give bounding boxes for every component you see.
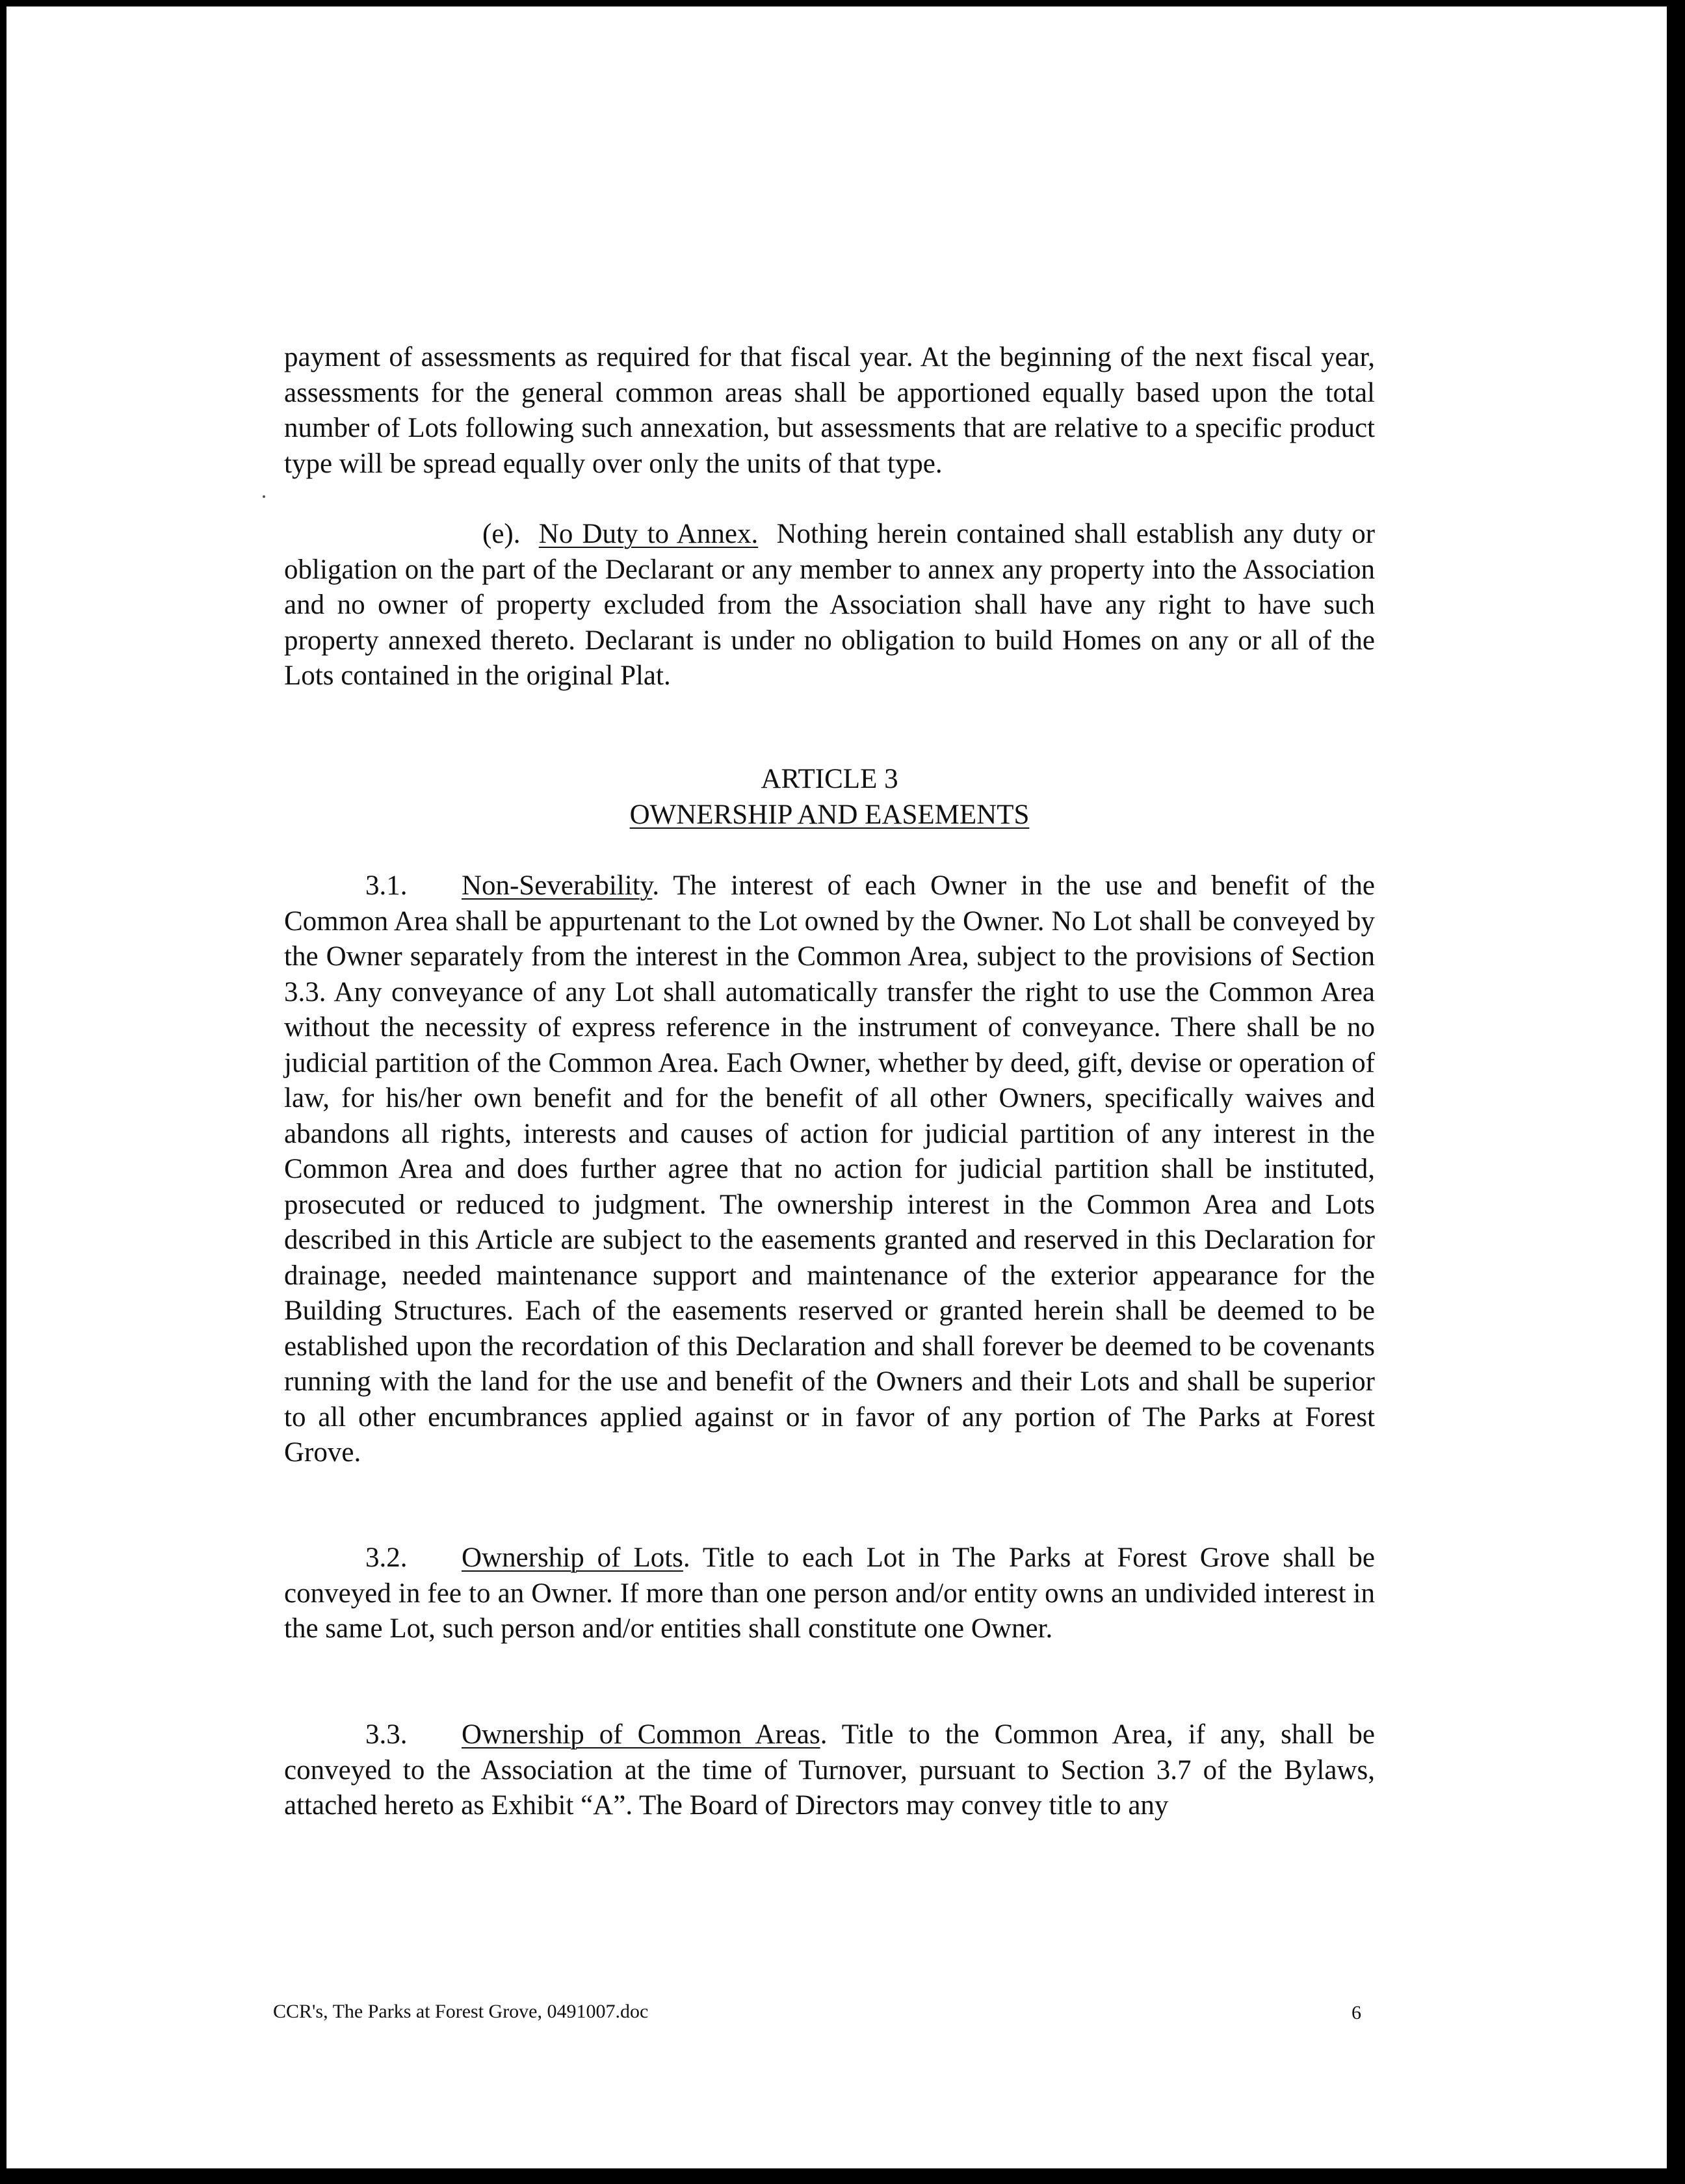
section-3-1-text: . The interest of each Owner in the use and benefit of the Common Area shall be appurtenant to the Lot owned by the Owner. No Lot shall be conveyed by the Owner separately from the interest in the Common Area, subject to the provisions of Section 3.3. Any conveyance of any Lot shall automatically transfer the right to use the Common Area without the necessity of express reference in the instrument of conveyance. There shall be no judicial partition of the Common Area. Each Owner, whether by deed, gift, devise or operation of law, for his/her own benefit and for the benefit of all other Owners, specifically waives and abandons all rights, interests and causes of action for judicial partition of any interest in the Common Area and does further agree that no action for judicial partition shall be instituted, prosecuted or reduced to judgment. The ownership interest in the Common Area and Lots described in this Article are subject to the easements granted and reserved in this Declaration for drainage, needed maintenance support and maintenance of the exterior appearance for the Building Structures. Each of the easements reserved or granted herein shall be deemed to be established upon the recordation of this Declaration and shall forever be deemed to be covenants running with the land for the use and benefit of the Owners and their Lots and shall be superior to all other encumbrances applied against or in favor of any portion of The Parks at Forest Grove. xyxy=(284,870,1375,1468)
section-3-2-number: 3.2. xyxy=(365,1542,408,1573)
section-3-1-title: Non-Severability xyxy=(462,870,653,901)
section-e-paragraph xyxy=(284,517,1375,694)
section-3-1-paragraph xyxy=(284,868,1375,1471)
section-3-2-paragraph xyxy=(284,1540,1375,1647)
section-e-text: Nothing herein contained shall establish any duty or obligation on the part of the Declarant or any member to annex any property into the Association and no owner of property excluded from the Association shall have any right to have such property annexed thereto. Declarant is under no obligation to build Homes on any or all of the Lots contained in the original Plat. xyxy=(284,519,1376,691)
footer-filename: CCR's, The Parks at Forest Grove, 0491007.doc xyxy=(273,2001,649,2022)
intro-paragraph: payment of assessments as required for that fiscal year. At the beginning of the next fiscal year, assessments for the general common areas shall be apportioned equally based upon the total number of Lots following such annexation, but assessments that are relative to a specific product type will be spread equally over only the units of that type. xyxy=(284,342,1375,479)
section-e-title: No Duty to Annex. xyxy=(538,519,759,549)
article-title-text: OWNERSHIP AND EASEMENTS xyxy=(629,800,1030,830)
section-3-2-text: . Title to each Lot in The Parks at Forest Grove shall be conveyed in fee to an Owner. If more than one person and/or entity owns an undivided interest in the same Lot, such person and/or entities shall constitute one Owner. xyxy=(284,1542,1375,1644)
page-number: 6 xyxy=(1352,2002,1361,2023)
article-title xyxy=(284,798,1375,833)
section-3-3-number: 3.3. xyxy=(365,1719,408,1750)
section-3-3-title: Ownership of Common Areas xyxy=(462,1719,820,1750)
article-number: ARTICLE 3 xyxy=(761,764,898,794)
section-3-3-text: . Title to the Common Area, if any, shall be conveyed to the Association at the time of Turnover, pursuant to Section 3.7 of the Bylaws, attached hereto as Exhibit “A”. The Board of Directors may convey title to any xyxy=(284,1719,1375,1821)
section-3-1-number: 3.1. xyxy=(365,870,408,901)
section-e-number: (e). xyxy=(482,519,521,549)
scan-speck xyxy=(263,495,265,498)
section-3-3-paragraph xyxy=(284,1717,1375,1824)
section-3-2-title: Ownership of Lots xyxy=(462,1542,683,1573)
